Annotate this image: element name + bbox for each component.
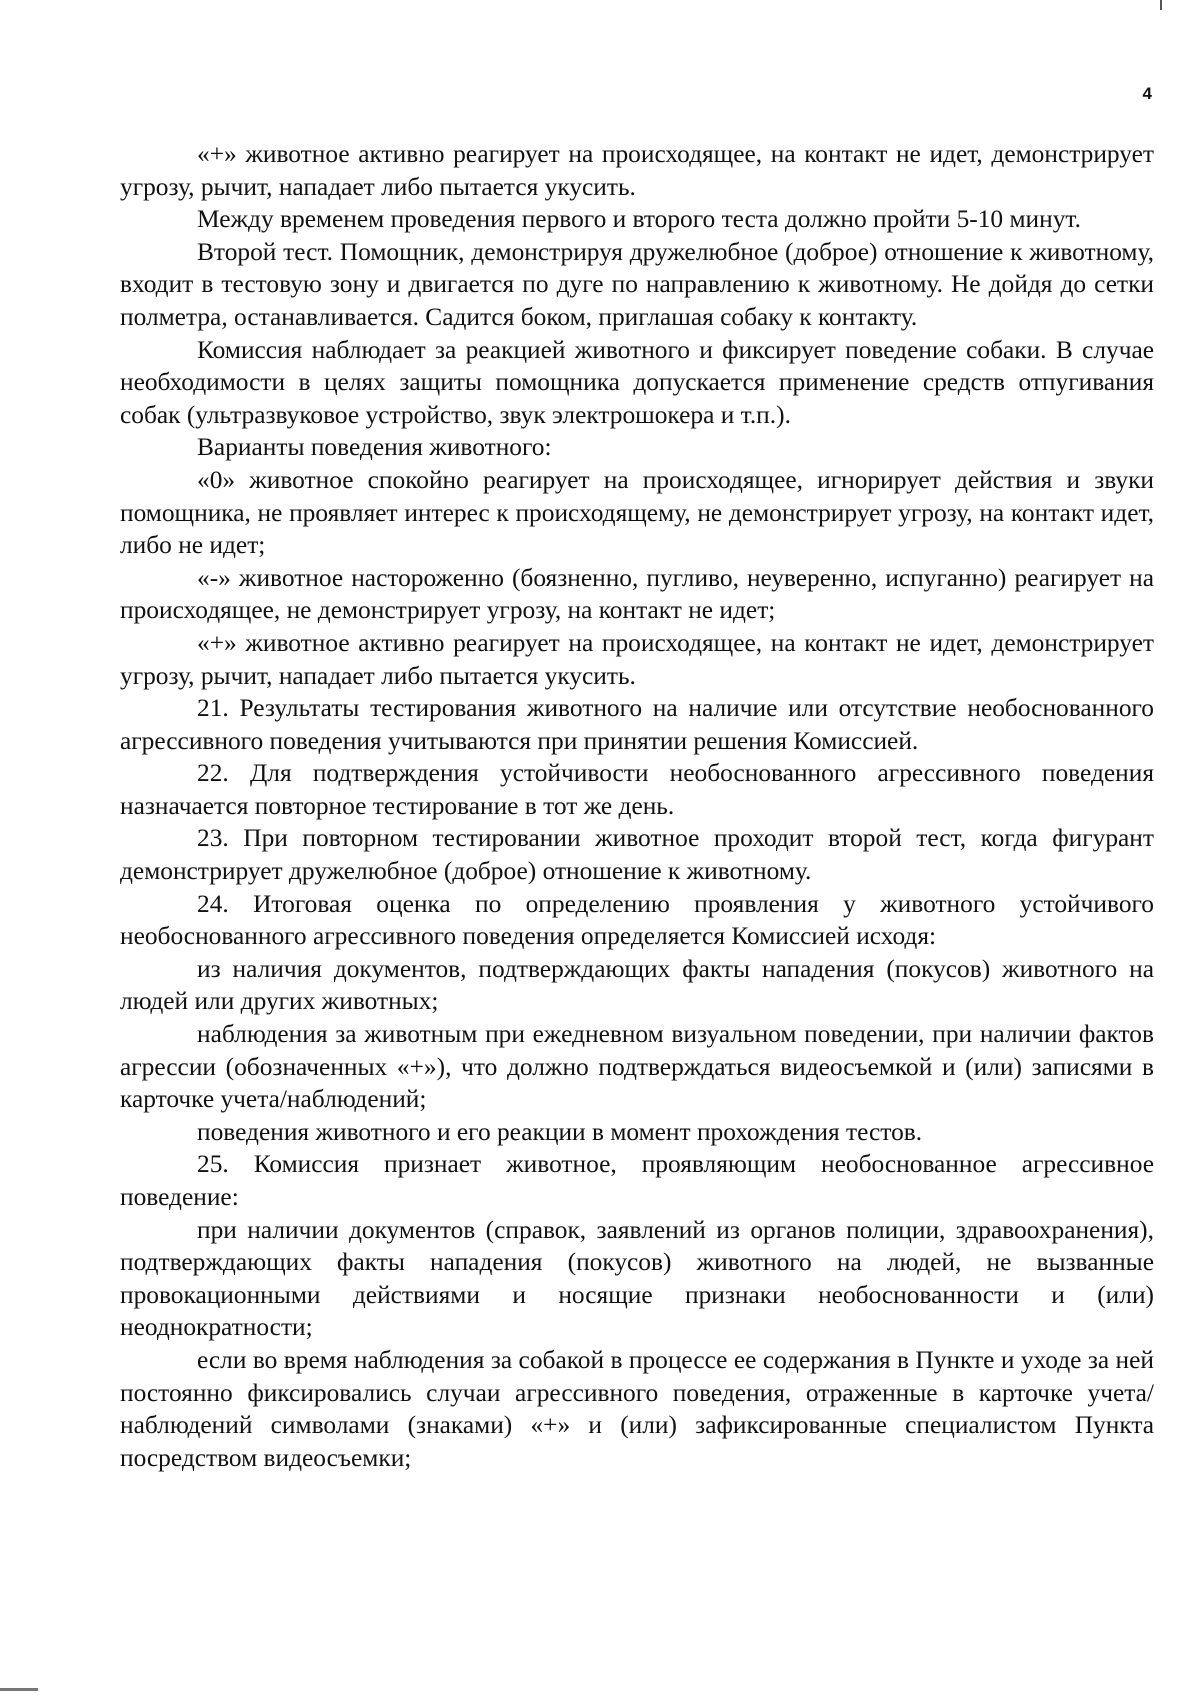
paragraph: при наличии документов (справок, заявлений из органов полиции, здравоохранения), подтверждающих факты нападения (покусов) животного на людей, не вызванные провокационными действиями и носящие признаки необоснованности и (или) неоднократности;: [120, 1215, 1154, 1342]
paragraph: 24. Итоговая оценка по определению проявления у животного устойчивого необоснованного агрессивного поведения определяется Комиссией исходя:: [120, 889, 1154, 951]
paragraph: 21. Результаты тестирования животного на наличие или отсутствие необоснованного агрессивного поведения учитываются при принятии решения Комиссией.: [120, 694, 1154, 755]
paragraph: 22. Для подтверждения устойчивости необоснованного агрессивного поведения назначается повторное тестирование в тот же день.: [120, 759, 1154, 820]
paragraph: «-» животное настороженно (боязненно, пугливо, неуверенно, испуганно) реагирует на происходящее, не демонстрирует угрозу, на контакт не идет;: [120, 563, 1154, 625]
paragraph: наблюдения за животным при ежедневном визуальном поведении, при наличии фактов агрессии (обозначенных «+»), что должно подтверждаться видеосъемкой и (или) записями в карточке учета/наблюдений;: [120, 1020, 1154, 1114]
paragraph: Варианты поведения животного:: [197, 433, 552, 462]
scan-edge-mark: [0, 1688, 38, 1691]
paragraph: Комиссия наблюдает за реакцией животного и фиксирует поведение собаки. В случае необходимости в целях защиты помощника допускается применение средств отпугивания собак (ультразвуковое устройство, звук электрошокера и т.п.).: [120, 335, 1154, 429]
paragraph: «0» животное спокойно реагирует на происходящее, игнорирует действия и звуки помощника, не проявляет интерес к происходящему, не демонстрирует угрозу, на контакт идет, либо не идет;: [120, 465, 1154, 560]
paragraph: Второй тест. Помощник, демонстрируя дружелюбное (доброе) отношение к животному, входит в тестовую зону и двигается по дуге по направлению к животному. Не дойдя до сетки полметра, останавливается. Садится боком, приглашая собаку к контакту.: [120, 237, 1154, 331]
page-number: 4: [1142, 84, 1152, 103]
scan-edge-mark: [1160, 0, 1162, 10]
paragraph: поведения животного и его реакции в момент прохождения тестов.: [197, 1117, 923, 1146]
paragraph: «+» животное активно реагирует на происходящее, на контакт не идет, демонстрирует угрозу, рычит, нападает либо пытается укусить.: [120, 140, 1154, 201]
document-body: [120, 138, 1154, 1474]
paragraph: 23. При повторном тестировании животное проходит второй тест, когда фигурант демонстрирует дружелюбное (доброе) отношение к животному.: [120, 824, 1154, 886]
paragraph: из наличия документов, подтверждающих факты нападения (покусов) животного на людей или других животных;: [120, 954, 1154, 1016]
paragraph: «+» животное активно реагирует на происходящее, на контакт не идет, демонстрирует угрозу, рычит, нападает либо пытается укусить.: [120, 628, 1154, 690]
paragraph: Между временем проведения первого и второго теста должно пройти 5-10 минут.: [197, 205, 1081, 234]
paragraph: если во время наблюдения за собакой в процессе ее содержания в Пункте и уходе за ней постоянно фиксировались случаи агрессивного поведения, отраженные в карточке учета/наблюдений символами (знаками) «+» и (или) зафиксированные специалистом Пункта посредством видеосъемки;: [120, 1345, 1154, 1472]
paragraph: 25. Комиссия признает животное, проявляющим необоснованное агрессивное поведение:: [120, 1150, 1154, 1211]
